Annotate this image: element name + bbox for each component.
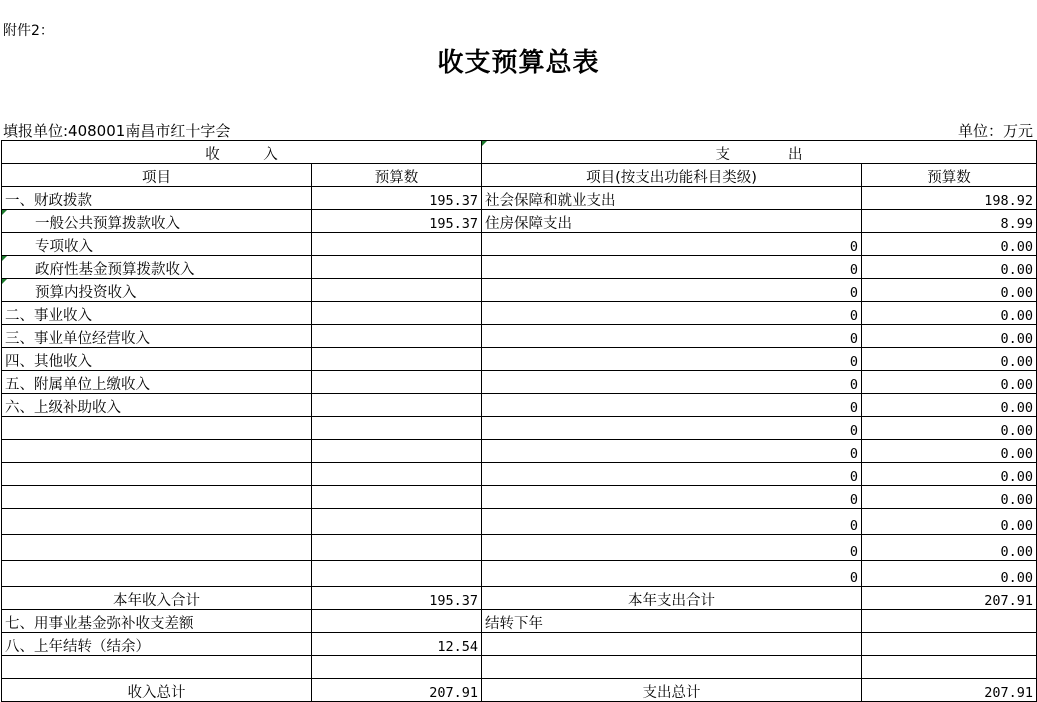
table-row [2,256,1037,279]
expense-item-cell [482,509,862,535]
expense-subtotal-label: 本年支出合计 [482,587,862,610]
expense-item-cell [482,279,862,302]
income-item-cell: 六、上级补助收入 [2,394,312,417]
table-row [2,463,1037,486]
expense-item-cell [482,325,862,348]
expense-item-text: 住房保障支出 [485,216,572,232]
table-row [2,509,1037,535]
expense-item-cell [482,210,862,233]
expense-code-text: 0 [849,308,858,324]
expense-value-cell: 0.00 [862,256,1037,279]
expense-item-cell [482,561,862,587]
income-value-cell [312,279,482,302]
expense-code-text: 0 [849,518,858,534]
expense-code-text: 0 [849,331,858,347]
expense-value-cell [862,656,1037,679]
expense-item-cell [482,656,862,679]
expense-code-text: 0 [849,469,858,485]
income-value-cell [312,233,482,256]
table-row [2,233,1037,256]
table-row [2,394,1037,417]
column-header-row [2,164,1037,187]
table-row [2,486,1037,509]
income-value-cell [312,486,482,509]
expense-value-cell: 198.92 [862,187,1037,210]
expense-item-cell [482,417,862,440]
currency-unit: 单位：万元 [957,122,1033,140]
expense-value-cell [862,633,1037,656]
table-row [2,325,1037,348]
income-section-header: 收 入 [2,141,482,164]
income-value-cell [312,561,482,587]
income-item-cell: 四、其他收入 [2,348,312,371]
expense-total-value: 207.91 [862,679,1037,702]
expense-item-cell [482,633,862,656]
income-value-cell: 12.54 [312,633,482,656]
income-value-cell [312,371,482,394]
income-subtotal-label: 本年收入合计 [2,587,312,610]
income-total-label: 收入总计 [2,679,312,702]
expense-item-header: 项目(按支出功能科目类级) [482,164,862,187]
table-row [2,440,1037,463]
expense-item-text: 社会保障和就业支出 [485,193,616,209]
expense-value-cell: 0.00 [862,325,1037,348]
income-item-cell: 二、事业收入 [2,302,312,325]
page-title: 收支预算总表 [437,48,600,78]
expense-item-cell [482,535,862,561]
expense-value-cell [862,610,1037,633]
expense-value-cell: 0.00 [862,463,1037,486]
expense-code-text: 0 [849,544,858,560]
table-row [2,302,1037,325]
income-value-cell [312,535,482,561]
expense-value-cell: 8.99 [862,210,1037,233]
expense-section-header: 支 出 [482,141,1037,164]
expense-value-cell: 0.00 [862,279,1037,302]
income-value-cell: 195.37 [312,210,482,233]
expense-code-text: 0 [849,239,858,255]
income-value-cell [312,325,482,348]
income-item-cell [2,440,312,463]
income-item-cell: 五、附属单位上缴收入 [2,371,312,394]
income-item-cell: 一般公共预算拨款收入 [2,210,312,233]
expense-item-cell [482,371,862,394]
income-value-cell: 195.37 [312,187,482,210]
table-row [2,279,1037,302]
expense-value-cell: 0.00 [862,440,1037,463]
income-item-cell: 专项收入 [2,233,312,256]
expense-item-cell [482,440,862,463]
reporting-unit: 填报单位:408001南昌市红十字会 [3,122,231,140]
income-item-cell: 政府性基金预算拨款收入 [2,256,312,279]
expense-code-text: 0 [849,285,858,301]
income-value-cell [312,256,482,279]
income-item-cell [2,463,312,486]
section-header-row [2,141,1037,164]
table-row [2,348,1037,371]
table-row [2,210,1037,233]
income-value-cell [312,348,482,371]
expense-value-cell: 0.00 [862,561,1037,587]
expense-item-cell [482,256,862,279]
income-value-cell [312,417,482,440]
income-value-cell [312,656,482,679]
total-row [2,679,1037,702]
income-item-cell [2,486,312,509]
expense-item-cell [482,463,862,486]
expense-item-cell [482,348,862,371]
table-row [2,633,1037,656]
income-item-cell [2,417,312,440]
income-subtotal-value: 195.37 [312,587,482,610]
income-item-cell: 七、用事业基金弥补收支差额 [2,610,312,633]
expense-code-text: 0 [849,400,858,416]
income-item-cell: 一、财政拨款 [2,187,312,210]
expense-code-text: 0 [849,354,858,370]
table-row [2,610,1037,633]
income-item-header: 项目 [2,164,312,187]
income-item-cell: 八、上年结转（结余） [2,633,312,656]
table-row [2,187,1037,210]
expense-code-text: 0 [849,446,858,462]
income-total-value: 207.91 [312,679,482,702]
expense-code-text: 0 [849,423,858,439]
expense-item-cell [482,486,862,509]
expense-value-cell: 0.00 [862,348,1037,371]
table-row [2,417,1037,440]
expense-item-cell [482,187,862,210]
income-value-cell [312,509,482,535]
table-row [2,535,1037,561]
expense-total-label: 支出总计 [482,679,862,702]
expense-item-cell [482,302,862,325]
expense-code-text: 0 [849,377,858,393]
table-row [2,371,1037,394]
income-value-cell [312,302,482,325]
expense-budget-header: 预算数 [862,164,1037,187]
income-value-cell [312,610,482,633]
budget-summary-table [1,140,1037,702]
income-value-cell [312,440,482,463]
table-row [2,656,1037,679]
expense-item-cell: 结转下年 [482,610,862,633]
income-item-cell: 预算内投资收入 [2,279,312,302]
expense-code-text: 0 [849,262,858,278]
income-budget-header: 预算数 [312,164,482,187]
attachment-label: 附件2： [3,23,54,39]
income-item-cell [2,535,312,561]
income-item-cell [2,561,312,587]
expense-subtotal-value: 207.91 [862,587,1037,610]
expense-value-cell: 0.00 [862,394,1037,417]
expense-value-cell: 0.00 [862,233,1037,256]
expense-code-text: 0 [849,570,858,586]
expense-code-text: 0 [849,492,858,508]
income-value-cell [312,463,482,486]
expense-item-cell [482,233,862,256]
expense-value-cell: 0.00 [862,486,1037,509]
expense-value-cell: 0.00 [862,509,1037,535]
income-item-cell [2,656,312,679]
expense-item-cell [482,394,862,417]
income-item-cell: 三、事业单位经营收入 [2,325,312,348]
income-item-cell [2,509,312,535]
expense-value-cell: 0.00 [862,302,1037,325]
expense-value-cell: 0.00 [862,417,1037,440]
table-row [2,561,1037,587]
income-value-cell [312,394,482,417]
subtotal-row [2,587,1037,610]
expense-value-cell: 0.00 [862,535,1037,561]
expense-value-cell: 0.00 [862,371,1037,394]
